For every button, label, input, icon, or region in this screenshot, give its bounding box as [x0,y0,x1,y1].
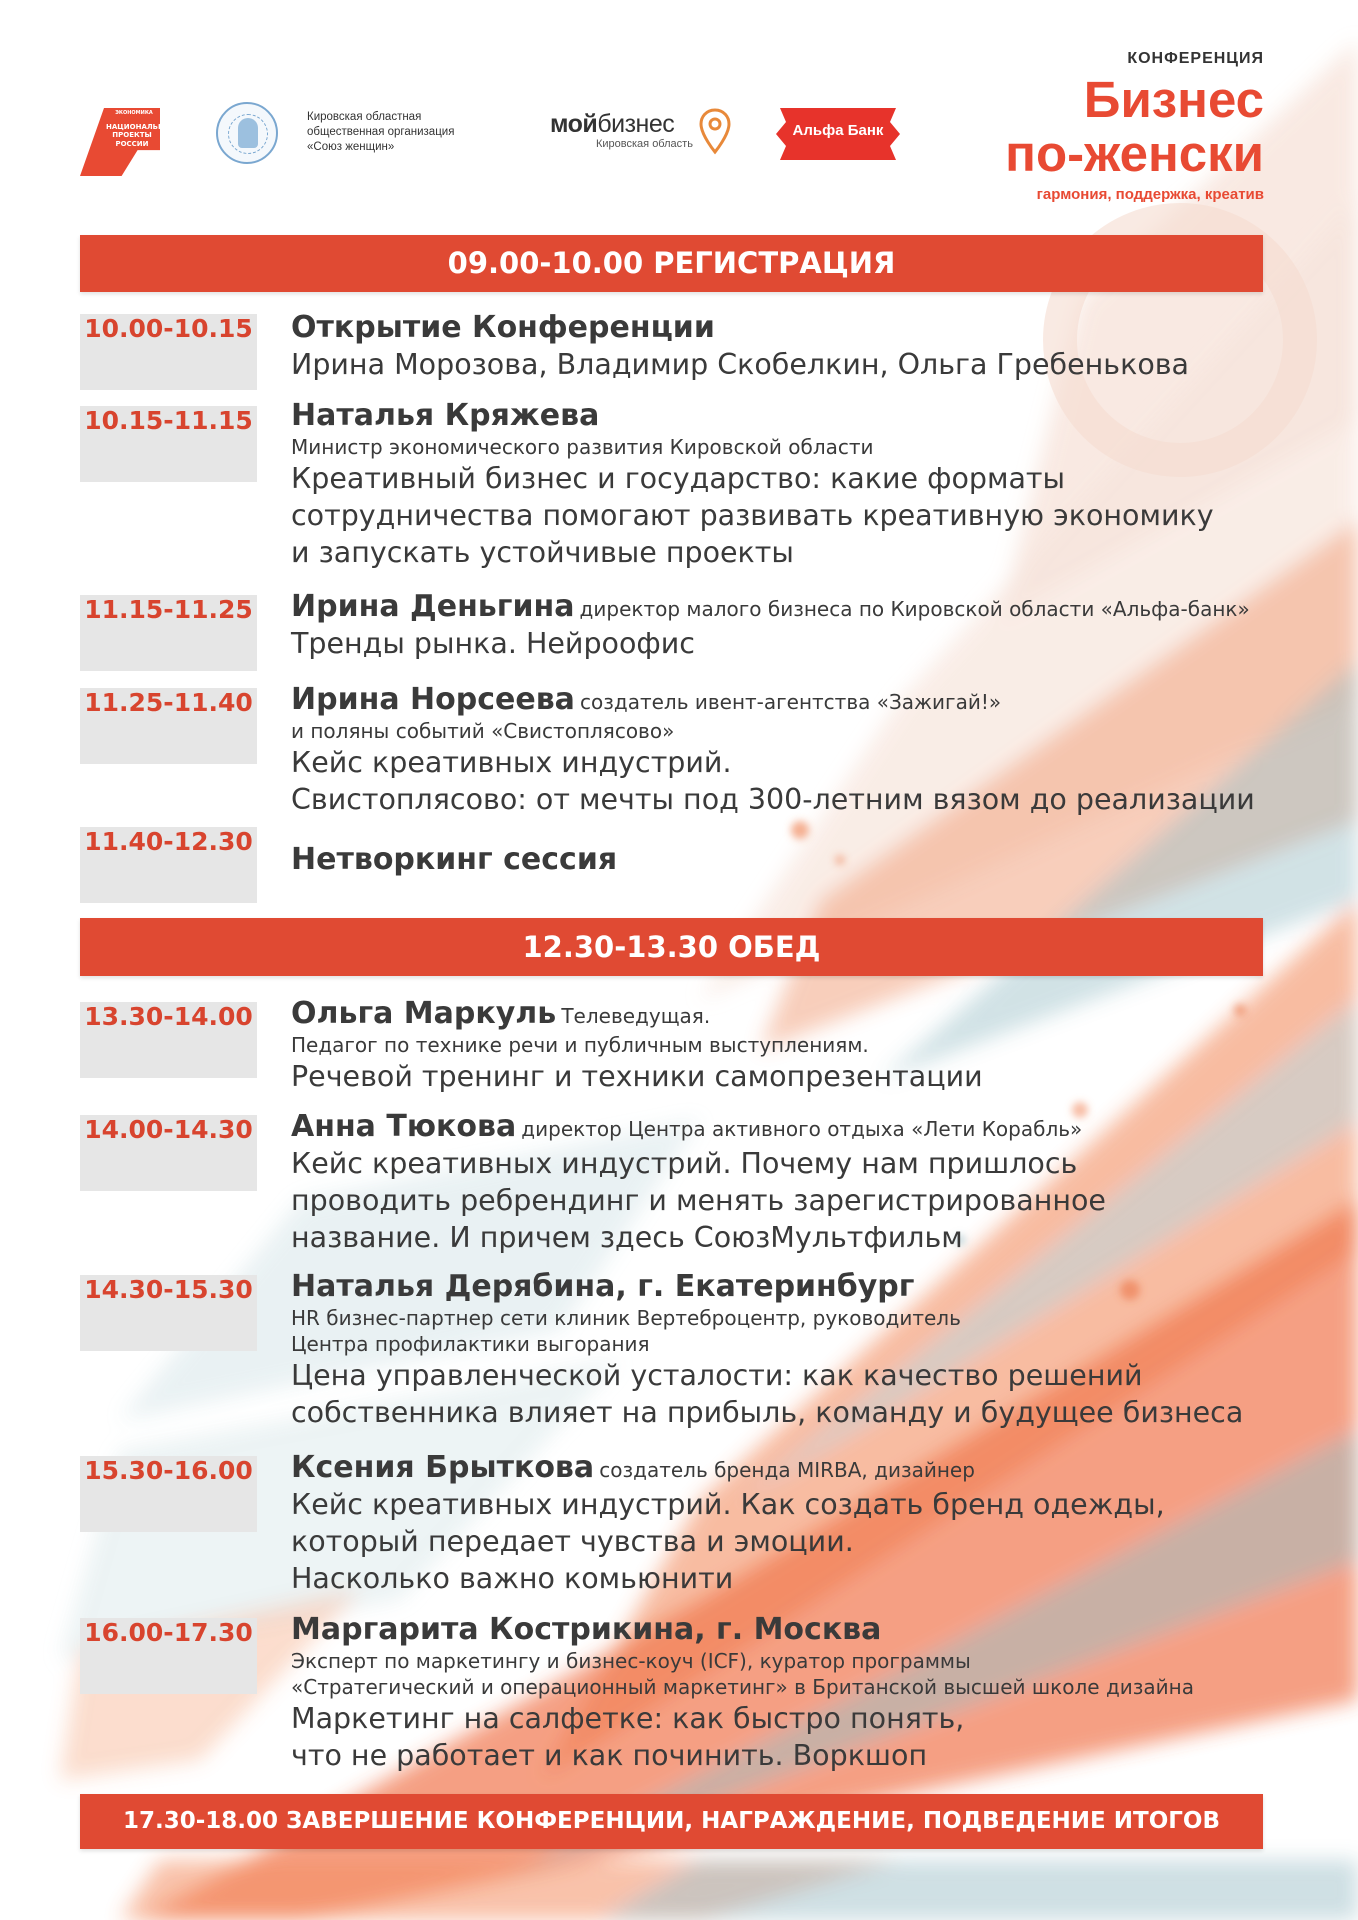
speaker-role-line1: HR бизнес-партнер сети клиник Вертеброцентр, руководитель [291,1306,961,1330]
soyuz-zhenshchin-text: Кировская областная общественная организация «Союз женщин» [307,111,455,153]
registration-band: 09.00-10.00 РЕГИСТРАЦИЯ [80,235,1263,292]
session-markul [291,996,1291,1095]
speaker-name: Маргарита Кострикина, г. Москва [291,1612,882,1647]
speaker-name: Наталья Кряжева [291,398,600,433]
speaker-role: Телеведущая. [561,1004,711,1028]
talk-line: сотрудничества помогают развивать креативную экономику [291,499,1214,532]
soyuz-zhenshchin-emblem [216,102,278,164]
location-pin-icon [698,108,732,158]
talk-line: Кейс креативных индустрий. Как создать бренд одежды, [291,1488,1165,1521]
talk-line: Тренды рынка. Нейроофис [291,627,695,660]
talk-line: Маркетинг на салфетке: как быстро понять, [291,1702,965,1735]
talk-line: название. И причем здесь СоюзМультфильм [291,1221,963,1254]
lunch-band: 12.30-13.30 ОБЕД [80,918,1263,976]
talk-line: проводить ребрендинг и менять зарегистрированное [291,1184,1106,1217]
speaker-role: директор малого бизнеса по Кировской области «Альфа-банк» [579,597,1250,621]
session-kryazheva [291,398,1291,571]
natsionalnye-proekty-logo: ЭКОНОМИКА НАЦИОНАЛЬНЫЕ ПРОЕКТЫ РОССИИ [80,108,160,176]
alfa-bank-logo: Альфа Банк [772,104,904,164]
talk-line: Насколько важно комьюнити [291,1562,734,1595]
speaker-role-line2: «Стратегический и операционный маркетинг» в Британской высшей школе дизайна [291,1675,1194,1699]
time-badge: 15.30-16.00 [80,1456,257,1532]
speaker-role: создатель ивент-агентства «Зажигай!» [580,690,1002,714]
session-norseeva [291,682,1291,818]
time-badge: 11.40-12.30 [80,827,257,903]
talk-line: и запускать устойчивые проекты [291,536,794,569]
speaker-role-line2: Центра профилактики выгорания [291,1332,650,1356]
talk-line: Ирина Морозова, Владимир Скобелкин, Ольга Гребенькова [291,348,1190,381]
conference-title-line1: Бизнес [1083,71,1264,128]
speaker-name: Ксения Брыткова [291,1450,595,1485]
moi-biznes-logo: мойбизнес Кировская область [550,108,730,164]
session-deryabina [291,1269,1291,1431]
talk-line: который передает чувства и эмоции. [291,1525,854,1558]
session-title: Открытие Конференции [291,310,715,345]
time-badge: 10.15-11.15 [80,406,257,482]
speaker-name: Ирина Деньгина [291,589,575,624]
speaker-role-line2: и поляны событий «Свистоплясово» [291,719,675,743]
speaker-role: директор Центра активного отдыха «Лети Корабль» [521,1117,1083,1141]
conference-label: КОНФЕРЕНЦИЯ [1127,50,1264,67]
talk-line: Кейс креативных индустрий. Почему нам пришлось [291,1147,1078,1180]
speaker-role: создатель бренда MIRBA, дизайнер [599,1458,975,1482]
talk-line: Кейс креативных индустрий. [291,746,732,779]
speaker-name: Ирина Норсеева [291,682,575,717]
time-badge: 11.25-11.40 [80,688,257,764]
speaker-role: Министр экономического развития Кировской области [291,435,874,459]
talk-line: Креативный бизнес и государство: какие форматы [291,462,1066,495]
conference-title-line2: по-женски [1005,125,1264,182]
session-kostrikina [291,1612,1291,1774]
time-badge: 10.00-10.15 [80,314,257,390]
time-badge: 13.30-14.00 [80,1002,257,1078]
session-tyukova [291,1109,1291,1256]
session-networking [291,842,1291,878]
time-badge: 11.15-11.25 [80,595,257,671]
speaker-role-line2: Педагог по технике речи и публичным выступлениям. [291,1033,869,1057]
talk-line: Речевой тренинг и техники самопрезентации [291,1060,983,1093]
speaker-role-line1: Эксперт по маркетингу и бизнес-коуч (ICF), куратор программы [291,1649,971,1673]
time-badge: 14.30-15.30 [80,1275,257,1351]
talk-line: Свистоплясово: от мечты под 300-летним вязом до реализации [291,783,1255,816]
session-brytkova [291,1450,1291,1597]
speaker-name: Ольга Маркуль [291,996,557,1031]
conference-subtitle: гармония, поддержка, креатив [1036,186,1264,203]
speaker-name: Анна Тюкова [291,1109,517,1144]
session-title: Нетворкинг сессия [291,842,618,877]
session-opening [291,310,1291,383]
session-dengina [291,589,1291,662]
talk-line: собственника влияет на прибыль, команду и будущее бизнеса [291,1396,1244,1429]
speaker-name: Наталья Дерябина, г. Екатеринбург [291,1269,915,1304]
time-badge: 16.00-17.30 [80,1618,257,1694]
talk-line: Цена управленческой усталости: как качество решений [291,1359,1143,1392]
closing-band: 17.30-18.00 ЗАВЕРШЕНИЕ КОНФЕРЕНЦИИ, НАГРАЖДЕНИЕ, ПОДВЕДЕНИЕ ИТОГОВ [80,1794,1263,1849]
talk-line: что не работает и как починить. Воркшоп [291,1739,928,1772]
time-badge: 14.00-14.30 [80,1115,257,1191]
